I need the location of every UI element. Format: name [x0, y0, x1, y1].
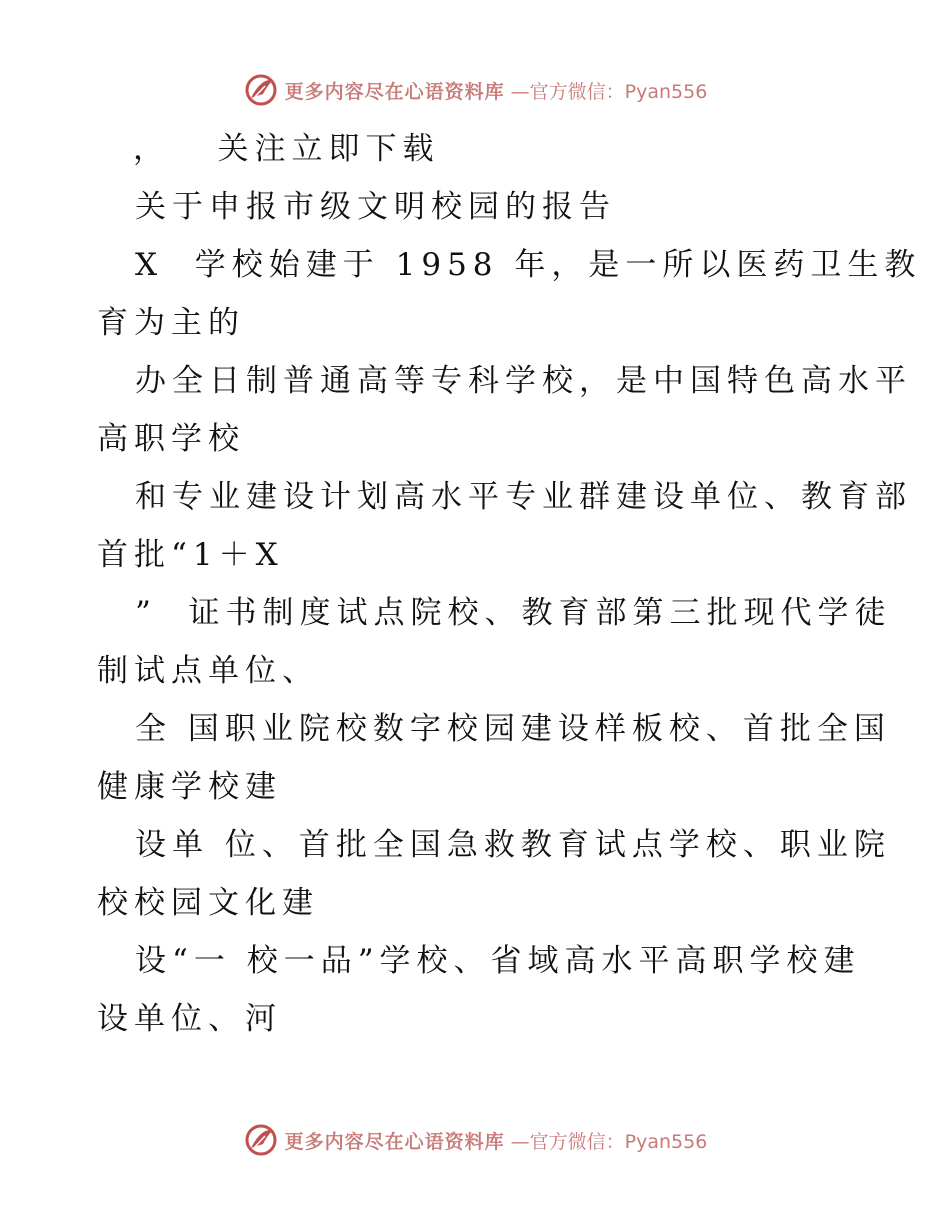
body-line: 健康学校建	[97, 769, 282, 805]
body-line: 设单 位、首批全国急救教育试点学校、职业院	[135, 827, 891, 863]
header-watermark-brand: 更多内容尽在心语资料库	[284, 80, 505, 103]
quill-pen-logo-icon	[243, 72, 279, 108]
header-watermark-banner	[0, 70, 950, 110]
body-line: 办全日制普通高等专科学校，是中国特色高水平	[135, 363, 912, 399]
body-line: 制试点单位、	[97, 653, 319, 689]
body-line: 全 国职业院校数字校园建设样板校、首批全国	[135, 711, 891, 747]
body-line: 设单位、河	[97, 1001, 282, 1037]
header-watermark-contact: —官方微信：Pyan556	[510, 80, 708, 103]
body-line: ” 证书制度试点院校、教育部第三批现代学徒	[135, 595, 892, 631]
body-line: 首批“1＋X	[97, 537, 284, 573]
body-line: 和专业建设计划高水平专业群建设单位、教育部	[135, 479, 912, 515]
footer-watermark-inner	[243, 1122, 708, 1158]
body-line: 设“一 校一品”学校、省域高水平高职学校建	[135, 943, 861, 979]
footer-watermark-banner	[0, 1120, 950, 1160]
body-line: 关于申报市级文明校园的报告	[135, 189, 616, 225]
body-line: X 学校始建于 1958 年，是一所以医药卫生教	[135, 247, 922, 283]
body-line: 育为主的	[97, 305, 245, 341]
footer-watermark-contact: —官方微信：Pyan556	[510, 1130, 708, 1153]
footer-watermark-brand: 更多内容尽在心语资料库	[284, 1130, 505, 1153]
body-line: ， 关注立即下载	[133, 131, 440, 167]
body-line: 校校园文化建	[97, 885, 319, 921]
quill-pen-logo-icon	[243, 1122, 279, 1158]
body-line: 高职学校	[97, 421, 245, 457]
header-watermark-inner	[243, 72, 708, 108]
